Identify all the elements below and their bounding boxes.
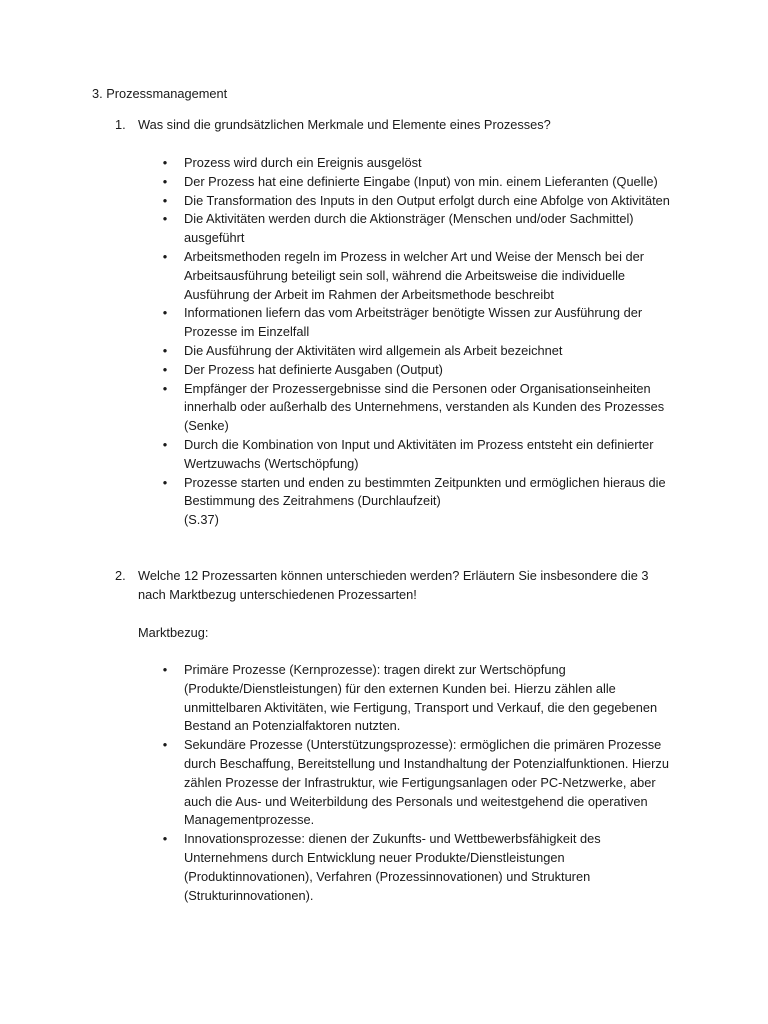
section-title: 3. Prozessmanagement [92,86,228,101]
list-item-text: Der Prozess hat definierte Ausgaben (Output) [184,361,443,377]
list-item-text: Primäre Prozesse (Kernprozesse): tragen direkt zur Wertschöpfung (Produkte/Dienstleistungen) für den externen Kunden bei. Hierzu zählen alle unmittelbaren Aktivitäten, wie Fertigung, Transport und Verkauf, die den gegebenen Bestand an Potenzialfaktoren nutzten. [184,662,658,734]
question-text: Welche 12 Prozessarten können unterschieden werden? Erläutern Sie insbesondere die 3 nach Marktbezug unterschiedenen Prozessarten! [138,568,649,602]
list-item [160,474,680,512]
list-item [160,342,680,361]
list-item [160,661,680,736]
list-item [160,361,680,380]
bullet-icon: • [162,662,168,677]
question-number: 2. [115,568,126,583]
bullet-icon: • [162,361,168,377]
bullet-icon: • [162,211,168,227]
list-item [160,380,680,436]
bullet-icon: • [162,380,168,396]
bullet-icon: • [162,173,168,189]
list-item-text: Empfänger der Prozessergebnisse sind die Personen oder Organisationseinheiten innerhalb oder außerhalb des Unternehmens, verstanden als Kunden des Prozesses (Senke) [184,380,665,434]
question-1 [115,116,675,135]
bullet-icon: • [162,248,168,264]
question-2 [115,567,675,605]
source-note: (S.37) [184,512,219,528]
list-item-text: Die Aktivitäten werden durch die Aktionsträger (Menschen und/oder Sachmittel) ausgeführt [184,211,634,246]
source-note-row [160,511,680,530]
list-item [160,248,680,304]
list-item-text: Arbeitsmethoden regeln im Prozess in welcher Art und Weise der Mensch bei der Arbeitsausführung beteiligt sein soll, während die Arbeitsweise die individuelle Ausführung der Arbeit im Rahmen der Arbeitsmethode beschreibt [184,248,644,302]
list-item [160,736,680,830]
bullet-icon: • [162,342,168,358]
list-item-text: Die Transformation des Inputs in den Output erfolgt durch eine Abfolge von Aktivitäten [184,192,670,208]
question-number: 1. [115,117,126,132]
list-item [160,304,680,342]
bullet-icon: • [162,831,168,847]
bullet-icon: • [162,474,168,490]
question-text: Was sind die grundsätzlichen Merkmale und Elemente eines Prozesses? [138,117,551,132]
bullet-icon: • [162,155,168,170]
sub-label-marktbezug: Marktbezug: [138,625,209,640]
list-item [160,210,680,248]
list-item [160,173,680,192]
bullet-icon: • [162,436,168,452]
bullet-icon: • [162,737,168,753]
list-item-text: Prozess wird durch ein Ereignis ausgelöst [184,155,422,170]
list-item-text: Durch die Kombination von Input und Aktivitäten im Prozess entsteht ein definierter Wertzuwachs (Wertschöpfung) [184,436,654,471]
list-item-text: Prozesse starten und enden zu bestimmten Zeitpunkten und ermöglichen hieraus die Bestimmung des Zeitrahmens (Durchlaufzeit) [184,474,666,509]
list-item [160,154,680,173]
list-item-text: Sekundäre Prozesse (Unterstützungsprozesse): ermöglichen die primären Prozesse durch Beschaffung, Bereitstellung und Instandhaltung der Potenzialfunktionen. Hierzu zählen Prozesse der Infrastruktur, wie Fertigungsanlagen oder PC-Netzwerke, aber auch die Aus- und Weiterbildung des Personals und weitestgehend die operativen Managementprozesse. [184,737,669,828]
list-item [160,192,680,211]
list-item-text: Die Ausführung der Aktivitäten wird allgemein als Arbeit bezeichnet [184,342,563,358]
list-item-text: Informationen liefern das vom Arbeitsträger benötigte Wissen zur Ausführung der Prozesse im Einzelfall [184,305,643,340]
bullet-icon: • [162,305,168,321]
question-1-bullet-list [160,154,680,530]
list-item-text: Innovationsprozesse: dienen der Zukunfts- und Wettbewerbsfähigkeit des Unternehmens durch Entwicklung neuer Produkte/Dienstleistungen (Produktinnovationen), Verfahren (Prozessinnovationen) und Strukturen (Strukturinnovationen). [184,831,601,903]
bullet-icon: • [162,192,168,208]
list-item [160,830,680,905]
list-item [160,436,680,474]
list-item-text: Der Prozess hat eine definierte Eingabe (Input) von min. einem Lieferanten (Quelle) [184,173,658,189]
question-2-bullet-list [160,661,680,905]
